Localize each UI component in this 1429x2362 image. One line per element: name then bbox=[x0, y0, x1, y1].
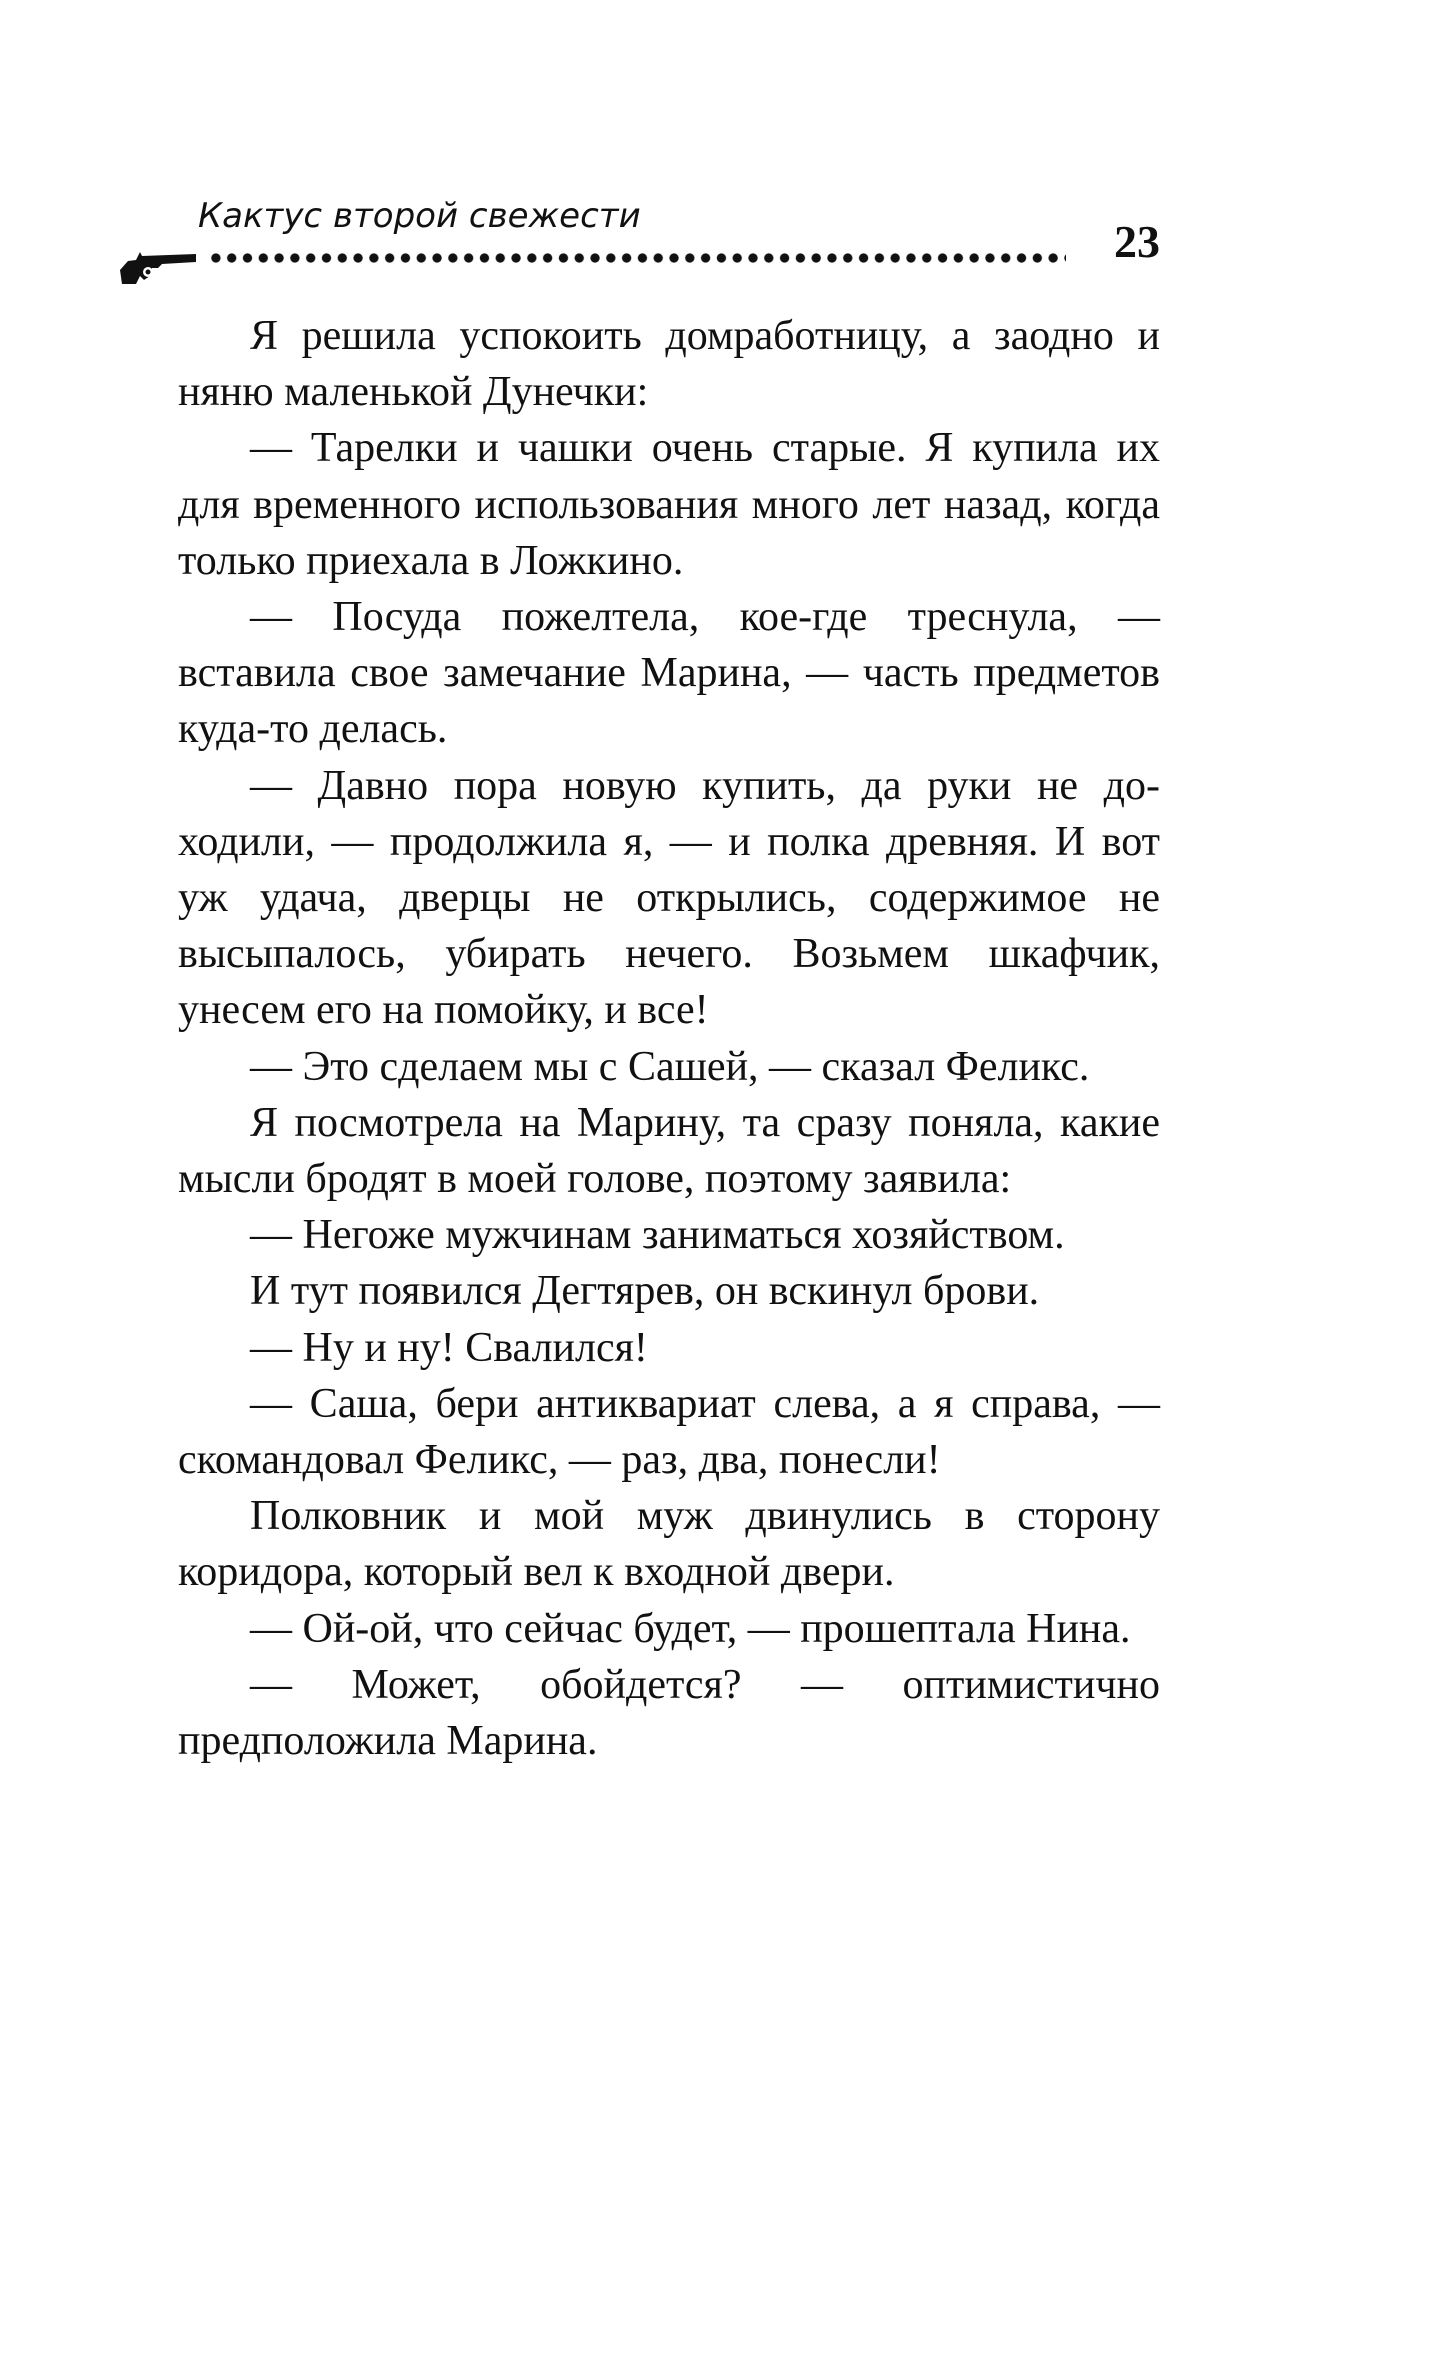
dot-leader bbox=[208, 251, 1066, 265]
revolver-icon bbox=[118, 246, 198, 286]
text-body bbox=[178, 308, 1160, 1769]
paragraph: — Негоже мужчинам заниматься хозяйством. bbox=[250, 1212, 1065, 1259]
paragraph: Полковник и мой муж двинулись в сторону коридора, который вел к входной двери. bbox=[178, 1493, 1160, 1596]
paragraph: — Это сделаем мы с Сашей, — сказал Феликс. bbox=[250, 1043, 1090, 1090]
paragraph: И тут появился Дегтярев, он вскинул брови. bbox=[250, 1268, 1040, 1315]
running-title: Кактус второй свежести bbox=[198, 196, 641, 236]
paragraph: — Ну и ну! Свалился! bbox=[250, 1324, 648, 1371]
paragraph: — Может, обойдется? — оптимистично предположила Марина. bbox=[178, 1661, 1160, 1765]
paragraph: — Посуда пожелтела, кое-где треснула, — вставила свое замечание Марина, — часть предметов куда-то делась. bbox=[178, 594, 1160, 753]
paragraph: — Саша, бери антиквариат слева, а я справа, — скомандовал Феликс, — раз, два, понесли! bbox=[178, 1380, 1160, 1484]
paragraph: Я решила успокоить домработницу, а заодно и няню маленькой Дунечки: bbox=[178, 313, 1160, 416]
paragraph: Я посмотрела на Марину, та сразу поняла, какие мысли бродят в моей голове, поэтому заявила: bbox=[178, 1099, 1160, 1203]
paragraph: — Тарелки и чашки очень старые. Я купила их для временного использования много лет назад, когда только приехала в Ложкино. bbox=[178, 425, 1160, 584]
paragraph: — Давно пора новую купить, да руки не доходили, — продолжила я, — и полка древняя. И вот уж удача, дверцы не открылись, содержимое не высыпалось, убирать нечего. Возьмем шкафчик, унесем его на помойку, и все! bbox=[178, 762, 1160, 1034]
running-header bbox=[118, 196, 1160, 286]
page-number: 23 bbox=[1114, 216, 1160, 267]
paragraph: — Ой-ой, что сейчас будет, — прошептала Нина. bbox=[250, 1605, 1131, 1652]
